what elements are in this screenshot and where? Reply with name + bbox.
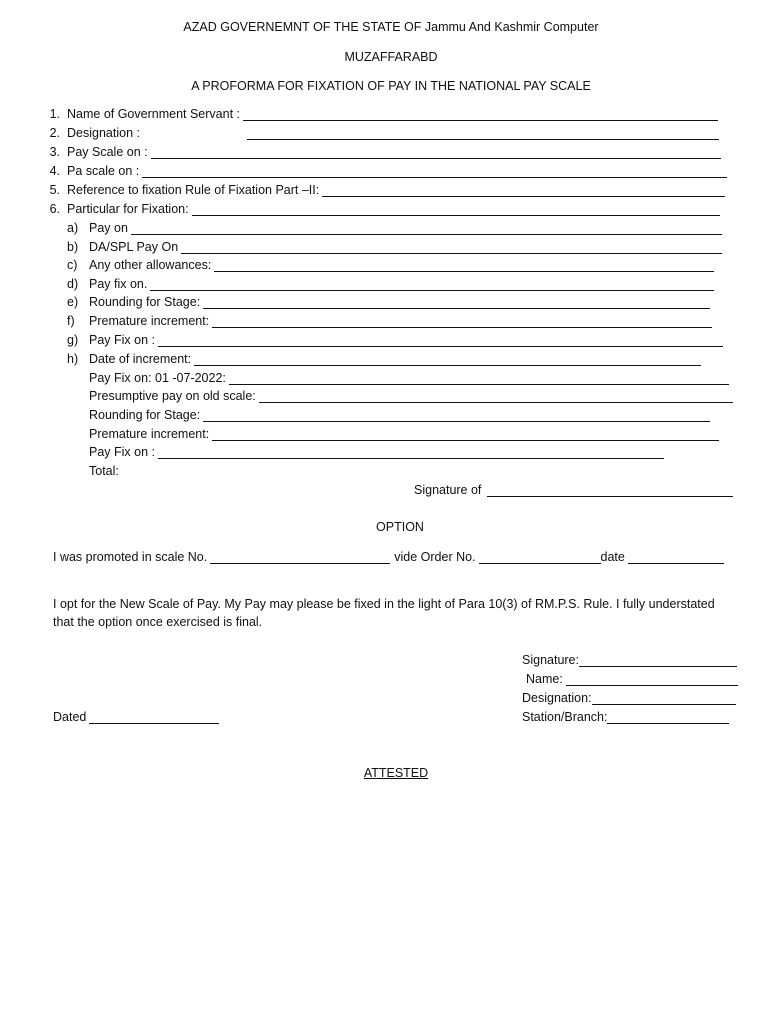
item-label: Pa scale on : [67,164,140,178]
designation-label: Designation: [522,691,592,705]
option-statement-1: I opt for the New Scale of Pay. My Pay may please be fixed in the light of Para 10(3) of RM.P.S. Rule. I fully understated [53,597,715,611]
signature-label: Signature: [522,653,579,667]
total-label: Total: [89,464,119,478]
item-1: 1. Name of Government Servant : [40,107,718,121]
scale-no-field[interactable] [210,552,390,564]
dated-label: Dated [53,710,87,724]
item-label: Designation : [67,126,140,140]
designation-field[interactable] [247,128,719,140]
date-increment-field[interactable] [194,354,701,366]
rounding-field[interactable] [203,297,710,309]
option-title: OPTION [376,520,424,534]
rounding-2-field[interactable] [203,410,710,422]
option-statement-2: that the option once exercised is final. [53,615,263,629]
sub-item-e: e) Rounding for Stage: [67,295,710,309]
sub-item-b: b) DA/SPL Pay On [67,240,722,254]
pay-fix-2022-row [89,371,729,385]
row-label: Rounding for Stage: [89,408,201,422]
sub-item-label: Pay on [89,221,128,235]
station-field[interactable] [607,712,729,724]
pay-on-field[interactable] [131,223,722,235]
header-subtitle: A PROFORMA FOR FIXATION OF PAY IN THE NATIONAL PAY SCALE [191,79,591,93]
sub-item-label: Pay fix on. [89,277,148,291]
pay-fix-g-field[interactable] [158,335,723,347]
sub-item-label: Any other allowances: [89,258,212,272]
total-row [89,464,119,478]
signature-of-row [414,483,733,497]
particular-field[interactable] [192,204,720,216]
signature-of-label: Signature of [414,483,482,497]
sub-item-label: Rounding for Stage: [89,295,201,309]
premature-2-field[interactable] [212,429,719,441]
pay-fix-field[interactable] [150,279,714,291]
da-spl-pay-field[interactable] [181,242,722,254]
station-label: Station/Branch: [522,710,608,724]
pay-scale-field[interactable] [151,147,721,159]
item-6: 6. Particular for Fixation: [40,202,720,216]
allowances-field[interactable] [214,260,714,272]
item-4: 4. Pa scale on : [40,164,727,178]
header-title: AZAD GOVERNEMNT OF THE STATE OF Jammu And Kashmir Computer [183,20,599,34]
pay-fix-2-field[interactable] [158,447,664,459]
presumptive-field[interactable] [259,391,733,403]
promoted-label: I was promoted in scale No. [53,550,208,564]
item-label: Reference to fixation Rule of Fixation Part –II: [67,183,320,197]
sub-item-label: Premature increment: [89,314,210,328]
name-sign-field[interactable] [566,674,738,686]
sub-item-f: f) Premature increment: [67,314,712,328]
sub-item-h: h) Date of increment: [67,352,701,366]
dated-row [53,710,219,724]
reference-field[interactable] [322,185,725,197]
pay-fix-2022-field[interactable] [229,373,729,385]
item-5: 5. Reference to fixation Rule of Fixation Part –II: [40,183,725,197]
row-label: Presumptive pay on old scale: [89,389,256,403]
name-field[interactable] [243,109,718,121]
signature-of-field[interactable] [487,485,733,497]
presumptive-row [89,389,733,403]
sub-item-g: g) Pay Fix on : [67,333,723,347]
order-label: vide Order No. [394,550,476,564]
name-label: Name: [526,672,563,686]
date-field[interactable] [628,552,724,564]
station-row [522,710,729,724]
designation-sign-field[interactable] [592,693,736,705]
item-2: 2. Designation : [40,126,719,140]
sub-item-a: a) Pay on [67,221,722,235]
promoted-row [53,550,724,564]
designation-row [522,691,736,705]
dated-field[interactable] [89,712,219,724]
sub-item-c: c) Any other allowances: [67,258,714,272]
name-row [526,672,738,686]
pa-scale-field[interactable] [142,166,727,178]
order-no-field[interactable] [479,552,601,564]
item-label: Pay Scale on : [67,145,148,159]
sub-item-label: Pay Fix on : [89,333,155,347]
rounding-2-row [89,408,710,422]
item-label: Name of Government Servant : [67,107,240,121]
premature-field[interactable] [212,316,712,328]
row-label: Pay Fix on: 01 -07-2022: [89,371,226,385]
sub-item-label: DA/SPL Pay On [89,240,179,254]
pay-fix-2-row [89,445,664,459]
premature-2-row [89,427,719,441]
header-place: MUZAFFARABD [344,50,438,64]
item-3: 3. Pay Scale on : [40,145,721,159]
row-label: Premature increment: [89,427,210,441]
signature-row [522,653,737,667]
item-label: Particular for Fixation: [67,202,189,216]
attested-label: ATTESTED [363,766,429,780]
sub-item-d: d) Pay fix on. [67,277,714,291]
signature-field[interactable] [579,655,737,667]
sub-item-label: Date of increment: [89,352,192,366]
row-label: Pay Fix on : [89,445,155,459]
date-label: date [600,550,625,564]
